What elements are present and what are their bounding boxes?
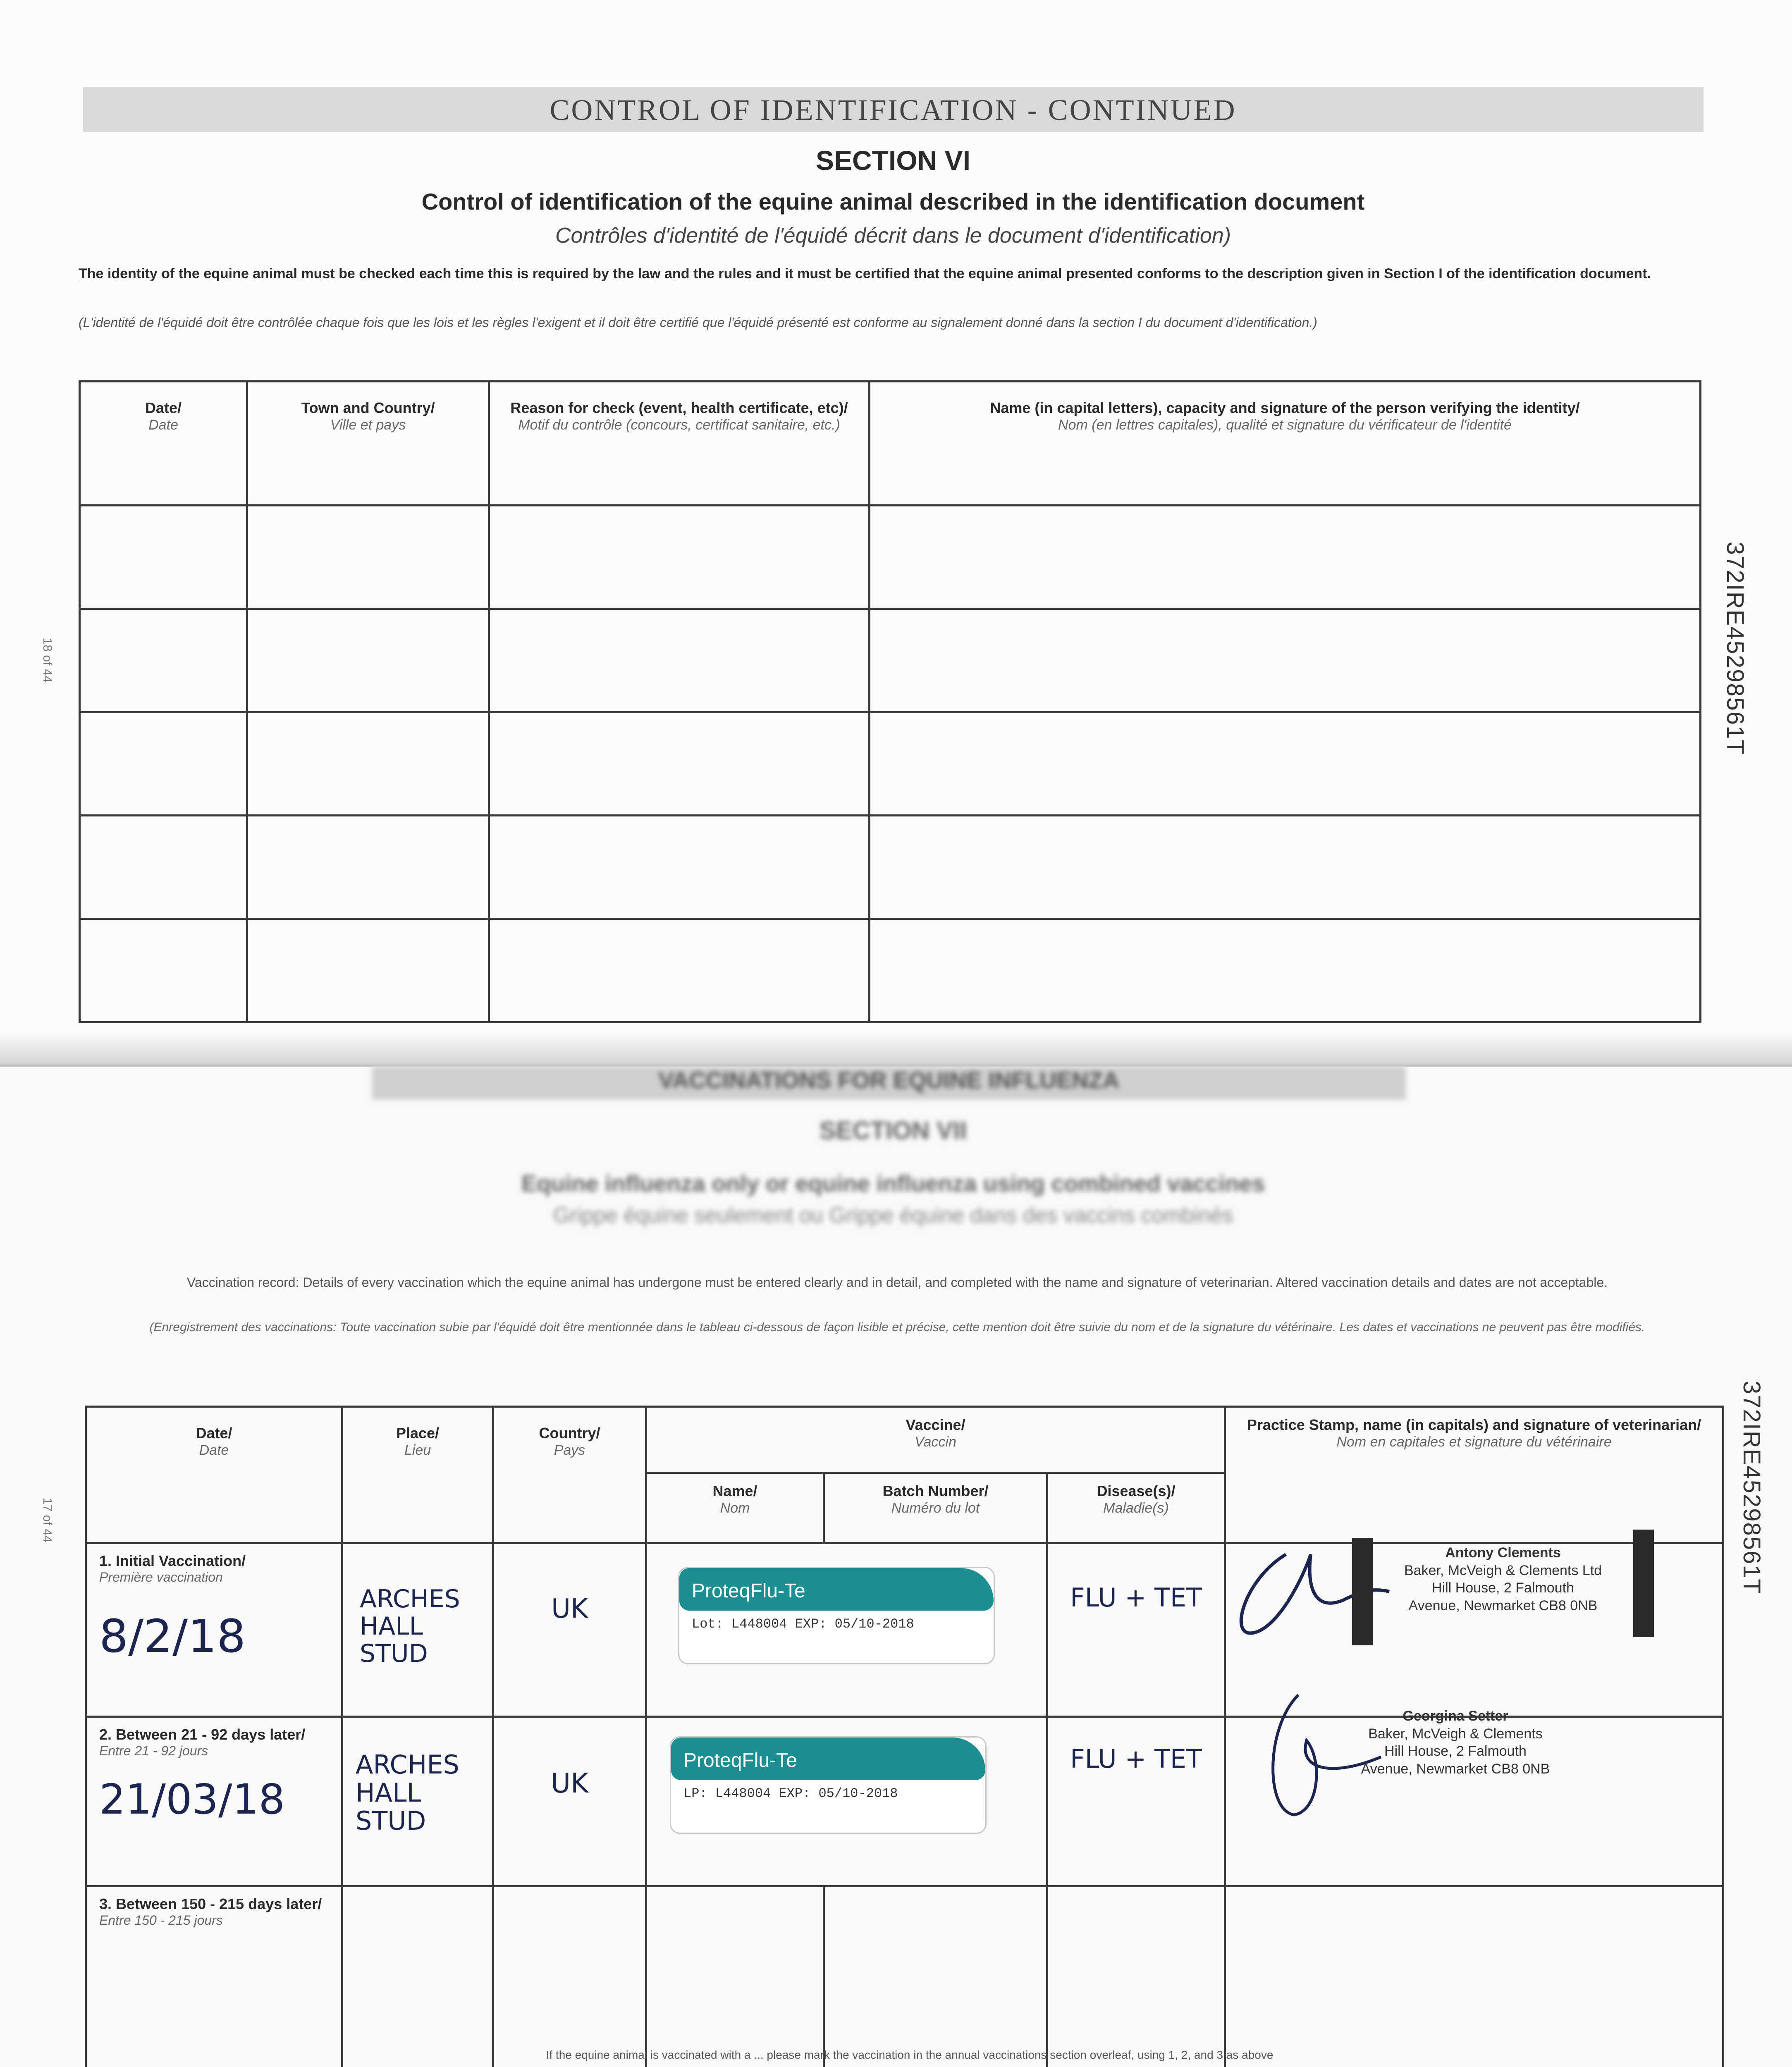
table-row [80,609,1701,712]
bottom-title-en: Equine influenza only or equine influenza using combined vaccines [521,1170,1265,1196]
row3-date-cell [86,1886,342,2067]
row2-label-en: 2. Between 21 - 92 days later/ [99,1726,306,1743]
bottom-banner: VACCINATIONS FOR EQUINE INFLUENZA [372,1067,1406,1100]
stamp-1-practice: Baker, McVeigh & Clements Ltd [1404,1562,1602,1578]
header-disease [1047,1473,1225,1543]
table-row [80,919,1701,1022]
stamp-1-address-1: Hill House, 2 Falmouth [1432,1580,1574,1596]
bottom-passport-id: 372IRE45298561T [1738,1381,1765,1594]
row1-date-value: 8/2/18 [99,1610,246,1663]
stamp-1-vet-name: Antony Clements [1445,1545,1561,1561]
header-place-fr: Lieu [404,1442,431,1458]
row2-place: ARCHES HALL STUD [342,1717,493,1886]
header-place-en: Place/ [396,1425,440,1442]
stamp-1-left-bar [1352,1538,1373,1645]
table-cell [646,1886,824,2067]
table-cell [247,816,489,919]
header-vacc-date-fr: Date [199,1442,229,1458]
stamp-2-practice: Baker, McVeigh & Clements [1368,1726,1543,1742]
sticker-2-lot-label: LP: [683,1786,707,1801]
sticker-2-exp-label: EXP: [779,1786,811,1801]
table-cell [342,1886,493,2067]
vaccine-sticker-2 [670,1736,987,1834]
top-section-heading: SECTION VI [815,145,971,176]
row1-date-cell [86,1543,342,1717]
row1-label-fr: Première vaccination [99,1570,223,1585]
header-reason-en: Reason for check (event, health certificate, etc)/ [510,399,848,416]
sticker-1-vaccine-name: ProteqFlu-Te [692,1580,805,1602]
sticker-2-band [671,1738,985,1780]
header-name-en: Name/ [712,1482,757,1499]
row1-place: ARCHES HALL STUD [342,1543,493,1717]
header-stamp [1225,1407,1723,1543]
header-date [80,382,247,506]
header-batch-fr: Numéro du lot [891,1500,980,1516]
identity-table-header-row [80,382,1701,506]
header-stamp-fr: Nom en capitales et signature du vétérinaire [1336,1434,1612,1450]
header-country-fr: Pays [554,1442,585,1458]
row3-label-fr: Entre 150 - 215 jours [99,1913,223,1928]
header-date-en: Date/ [145,399,182,416]
top-banner-title: CONTROL OF IDENTIFICATION - CONTINUED [550,93,1237,127]
table-row [80,712,1701,816]
top-intro-fr: (L'identité de l'équidé doit être contrôlée chaque fois que les lois et les règles l'exigent et il doit être certifié que l'équidé présenté est conforme au signalement donné dans la section I du document d'identification.) [79,315,1317,330]
stamp-1-right-bar [1633,1530,1654,1637]
sticker-1-band [679,1568,994,1611]
header-disease-fr: Maladie(s) [1103,1500,1169,1516]
row1-country: UK [493,1543,646,1717]
header-place [342,1407,493,1543]
header-vaccine-name [646,1473,824,1543]
top-title-fr: Contrôles d'identité de l'équidé décrit dans le document d'identification) [555,224,1231,248]
table-cell [80,609,247,712]
table-cell [489,609,870,712]
sticker-2-lot: L448004 [715,1786,771,1801]
table-row [80,506,1701,609]
header-stamp-en: Practice Stamp, name (in capitals) and signature of veterinarian/ [1247,1416,1701,1433]
header-reason-fr: Motif du contrôle (concours, certificat sanitaire, etc.) [518,417,840,433]
row2-disease: FLU + TET [1047,1717,1225,1886]
table-cell [1047,1886,1225,2067]
top-title-en: Control of identification of the equine animal described in the identification document [421,189,1365,215]
header-vaccine-en: Vaccine/ [906,1416,965,1433]
header-batch [824,1473,1047,1543]
sticker-1-lot-label: Lot: [692,1616,724,1632]
header-verifier [870,382,1701,506]
sticker-2-lot-line [671,1780,985,1807]
row2-label-fr: Entre 21 - 92 jours [99,1743,208,1758]
table-cell [870,712,1701,816]
identity-check-table [79,380,1701,1023]
stamp-2-address-2: Avenue, Newmarket CB8 0NB [1361,1761,1550,1777]
stamp-1-address-2: Avenue, Newmarket CB8 0NB [1408,1597,1598,1614]
stamp-2-address-1: Hill House, 2 Falmouth [1384,1743,1527,1759]
table-cell [493,1886,646,2067]
sticker-2-exp: 05/10-2018 [818,1786,898,1801]
header-verifier-fr: Nom (en lettres capitales), qualité et signature du vérificateur de l'identité [1058,417,1512,433]
sticker-1-lot: L448004 [731,1616,787,1632]
row2-country: UK [493,1717,646,1886]
sticker-1-lot-line [679,1611,994,1637]
header-town-en: Town and Country/ [301,399,435,416]
header-reason [489,382,870,506]
header-country [493,1407,646,1543]
table-cell [489,506,870,609]
header-town-fr: Ville et pays [330,417,406,433]
table-cell [870,506,1701,609]
top-intro-en: The identity of the equine animal must be checked each time this is required by the law and the rules and it must be certified that the equine animal presented conforms to the description given in Section I of the identification document. [79,266,1651,282]
vet-stamp-1 [1377,1544,1629,1614]
table-cell [247,712,489,816]
bottom-intro-en: Vaccination record: Details of every vaccination which the equine animal has undergone must be entered clearly and in detail, and completed with the name and signature of veterinarian. Altered vaccination details and dates are not acceptable. [186,1275,1608,1290]
header-vaccine-fr: Vaccin [915,1434,956,1450]
table-cell [247,609,489,712]
table-cell [489,712,870,816]
sticker-1-exp: 05/10-2018 [834,1616,914,1632]
header-verifier-en: Name (in capital letters), capacity and signature of the person verifying the identity/ [990,399,1580,416]
header-disease-en: Disease(s)/ [1097,1482,1176,1499]
header-vacc-date-en: Date/ [196,1425,232,1442]
header-date-fr: Date [148,417,178,433]
header-name-fr: Nom [720,1500,750,1516]
header-vaccine [646,1407,1225,1473]
bottom-title-fr: Grippe équine seulement ou Grippe équine dans des vaccins combinés [553,1203,1233,1227]
table-cell [247,506,489,609]
row2-date-cell [86,1717,342,1886]
table-cell [824,1886,1047,2067]
header-batch-en: Batch Number/ [882,1482,989,1499]
table-cell [870,609,1701,712]
header-country-en: Country/ [539,1425,600,1442]
vaccination-row-3 [86,1886,1723,2067]
table-cell [80,816,247,919]
row2-date-value: 21/03/18 [99,1775,285,1824]
table-cell [489,919,870,1022]
sticker-2-vaccine-name: ProteqFlu-Te [683,1750,797,1771]
table-cell [247,919,489,1022]
row1-disease: FLU + TET [1047,1543,1225,1717]
bottom-section-heading: SECTION VII [819,1117,967,1144]
bottom-intro-fr: (Enregistrement des vaccinations: Toute vaccination subie par l'équidé doit être mentionnée dans le tableau ci-dessous de façon lisible et précise, cette mention doit être suivie du nom et de la signature du vétérinaire. Les dates et vaccinations ne peuvent pas être modifiés. [149,1320,1645,1334]
table-cell [1225,1886,1723,2067]
vet-stamp-2 [1331,1707,1579,1778]
header-vacc-date [86,1407,342,1543]
bottom-footer-note: If the equine animal is vaccinated with a ... please mark the vaccination in the annual vaccinations section overleaf, using 1, 2, and 3 as above [546,2048,1274,2061]
header-town-country [247,382,489,506]
table-cell [870,816,1701,919]
table-cell [489,816,870,919]
table-row [80,816,1701,919]
stamp-2-vet-name: Georgina Setter [1403,1708,1508,1724]
table-cell [80,712,247,816]
table-cell [80,919,247,1022]
top-passport-id: 372IRE45298561T [1722,542,1749,755]
bottom-page-number: 17 of 44 [41,1497,55,1543]
row3-label-en: 3. Between 150 - 215 days later/ [99,1895,322,1912]
top-page-number: 18 of 44 [41,637,55,683]
vaccine-sticker-1 [678,1567,995,1664]
row1-label-en: 1. Initial Vaccination/ [99,1552,246,1569]
table-cell [870,919,1701,1022]
vaccine-table-header-row-1 [86,1407,1723,1473]
sticker-1-exp-label: EXP: [795,1616,827,1632]
table-cell [80,506,247,609]
